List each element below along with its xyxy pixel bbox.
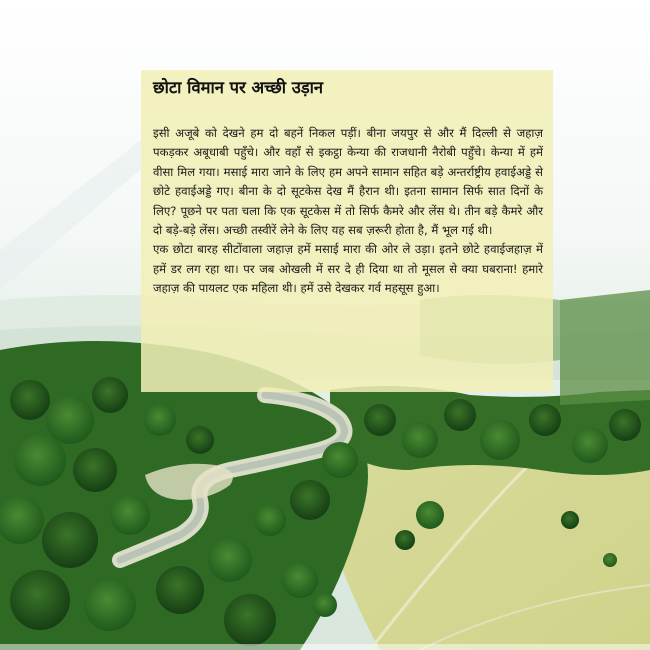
paragraph-2: एक छोटा बारह सीटोंवाला जहाज़ हमें मसाई मारा की ओर ले उड़ा। इतने छोटे हवाईजहाज़ में हमें डर लग रहा था। पर जब ओखली में सर दे ही दिया था तो मूसल से क्या घबराना! हमारे जहाज़ की पायलट एक महिला थी। हमें उसे देखकर गर्व महसूस हुआ। xyxy=(153,242,543,296)
text-panel xyxy=(141,70,553,392)
section-heading: छोटा विमान पर अच्छी उड़ान xyxy=(153,78,324,97)
paragraph-1: इसी अजूबे को देखने हम दो बहनें निकल पड़ीं। बीना जयपुर से और मैं दिल्ली से जहाज़ पकड़कर अबूधाबी पहुँचे। और वहाँ से इकट्ठा केन्या की राजधानी नैरोबी पहुँचे। केन्या में हमें वीसा मिल गया। मसाई मारा जाने के लिए हम अपने सामान सहित बड़े अन्तर्राष्ट्रीय हवाईअड्डे से छोटे हवाईअड्डे गए। बीना के दो सूटकेस देख मैं हैरान थी। इतना सामान सिर्फ सात दिनों के लिए? पूछने पर पता चला कि एक सूटकेस में तो सिर्फ कैमरे और लेंस थे। तीन बड़े कैमरे और दो बड़े-बड़े लेंस। अच्छी तस्वीरें लेने के लिए यह सब ज़रूरी होता है, मैं भूल गई थी। xyxy=(153,126,543,238)
